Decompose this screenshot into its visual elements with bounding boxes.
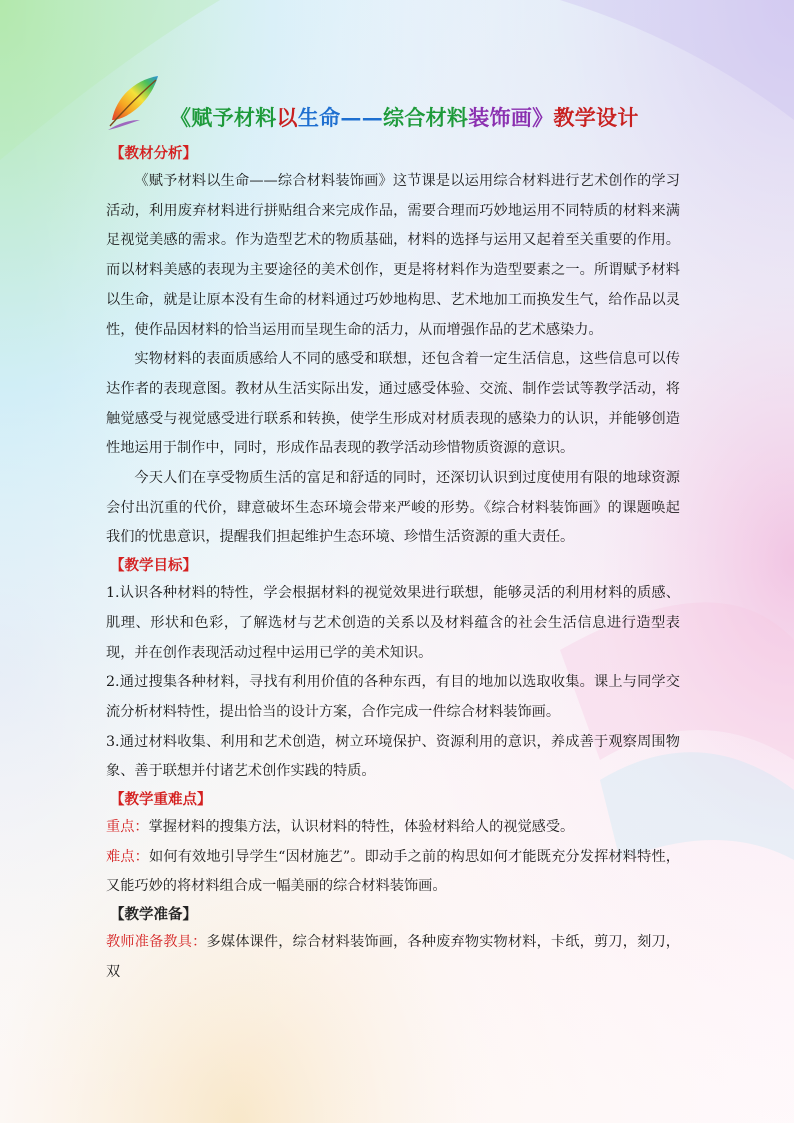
difficult-point-label: 难点：: [106, 848, 150, 865]
teacher-preparation-text: 多媒体课件，综合材料装饰画，各种废弃物实物材料，卡纸，剪刀，刻刀，双: [106, 934, 680, 980]
objective-item-2: 2.通过搜集各种材料，寻找有利用价值的各种东西，有目的地加以选取收集。课上与同学交流分析材料特性，提出恰当的设计方案，合作完成一件综合材料装饰画。: [106, 674, 680, 720]
teacher-preparation-label: 教师准备教具：: [106, 934, 207, 951]
section-heading-material-analysis: 【教材分析】: [110, 145, 197, 162]
document-body: [106, 141, 680, 988]
key-point-label: 重点：: [106, 819, 149, 836]
analysis-paragraph-3: 今天人们在享受物质生活的富足和舒适的同时，还深切认识到过度使用有限的地球资源会付出沉重的代价，肆意破坏生态环境会带来严峻的形势。《综合材料装饰画》的课题唤起我们的忧患意识，提醒我们担起维护生态环境、珍惜生活资源的重大责任。: [106, 470, 680, 546]
analysis-paragraph-2: 实物材料的表面质感给人不同的感受和联想，还包含着一定生活信息，这些信息可以传达作者的表现意图。教材从生活实际出发，通过感受体验、交流、制作尝试等教学活动，将触觉感受与视觉感受进行联系和转换，使学生形成对材质表现的感染力的认识，并能够创造性地运用于制作中，同时，形成作品表现的教学活动珍惜物质资源的意识。: [106, 351, 680, 457]
key-point-text: 掌握材料的搜集方法，认识材料的特性，体验材料给人的视觉感受。: [148, 819, 575, 836]
title-segment: 生命——: [297, 105, 384, 130]
section-heading-key-points: 【教学重难点】: [110, 791, 212, 809]
difficult-point: [106, 843, 680, 902]
title-segment: 教学设计: [553, 105, 639, 130]
section-heading-objectives: 【教学目标】: [110, 557, 197, 575]
difficult-point-text: 如何有效地引导学生“因材施艺”。即动手之前的构思如何才能既充分发挥材料特性，又能巧妙的将材料组合成一幅美丽的综合材料装饰画。: [106, 848, 680, 895]
objective-item-3: 3.通过材料收集、利用和艺术创造，树立环境保护、资源利用的意识，养成善于观察周围物象、善于联想并付诸艺术创作实践的特质。: [106, 733, 680, 780]
title-segment: 装饰画》: [468, 105, 554, 130]
document-title: [170, 102, 770, 132]
section-heading-preparation: 【教学准备】: [110, 906, 197, 924]
key-point: [106, 813, 680, 843]
title-segment: 综合材料: [383, 105, 469, 130]
teacher-preparation: [106, 928, 680, 987]
title-segment: 《赋予材料: [170, 105, 277, 130]
objective-item-1: 1.认识各种材料的特性，学会根据材料的视觉效果进行联想，能够灵活的利用材料的质感、肌理、形状和色彩，了解选材与艺术创造的关系以及材料蕴含的社会生活信息进行造型表现，并在创作表现活动过程中运用已学的美术知识。: [106, 585, 680, 661]
analysis-paragraph-1: 《赋予材料以生命——综合材料装饰画》这节课是以运用综合材料进行艺术创作的学习活动，利用废弃材料进行拼贴组合来完成作品，需要合理而巧妙地运用不同特质的材料来满足视觉美感的需求。作为造型艺术的物质基础，材料的选择与运用又起着至关重要的作用。而以材料美感的表现为主要途径的美术创作，更是将材料作为造型要素之一。所谓赋予材料以生命，就是让原本没有生命的材料通过巧妙地构思、艺术地加工而换发生气，给作品以灵性，使作品因材料的恰当运用而呈现生命的活力，从而增强作品的艺术感染力。: [106, 173, 680, 338]
title-segment: 以: [276, 105, 298, 130]
feather-icon: [104, 70, 170, 134]
